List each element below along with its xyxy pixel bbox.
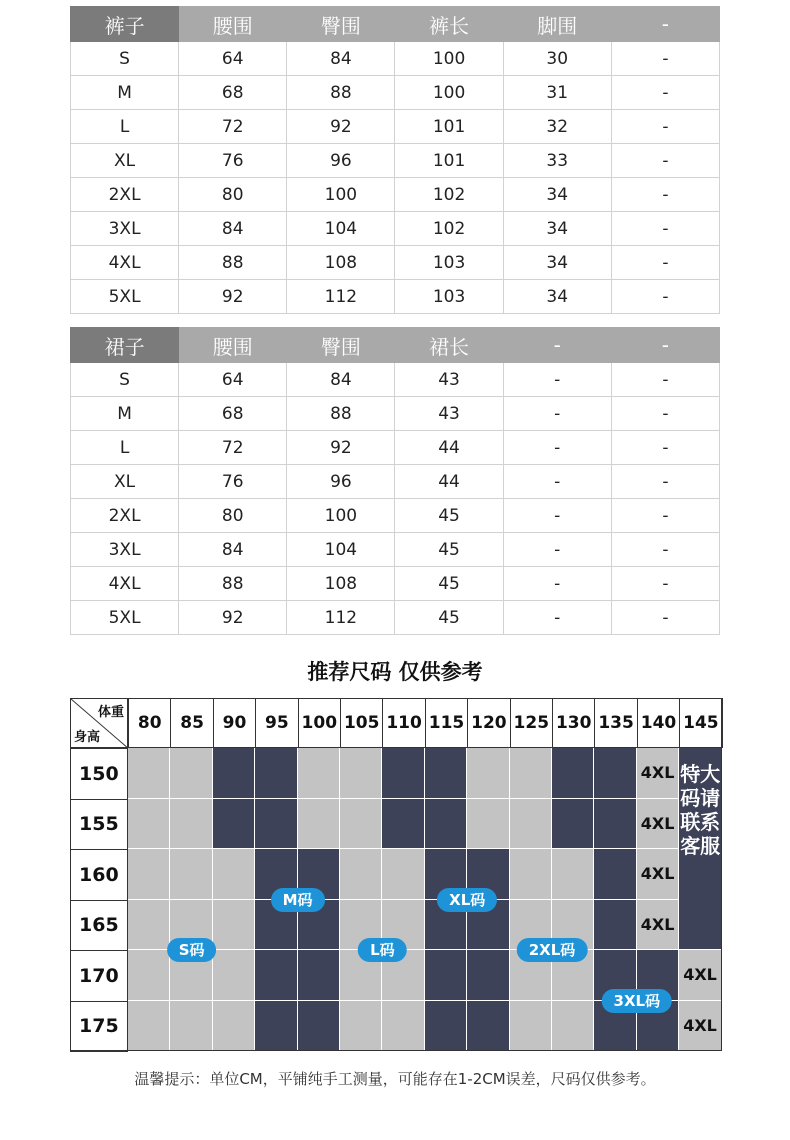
height-header-cell: 165 [70,900,128,952]
pants-table-cell: 31 [503,76,611,110]
pants-table-cell: XL [71,144,179,178]
skirt-table-cell: 112 [287,601,395,635]
skirt-table-cell: 92 [179,601,287,635]
skirt-table-body [71,363,720,635]
pants-header-cell: 裤长 [395,7,503,42]
height-header-cell: 160 [70,849,128,901]
footnote: 温馨提示：单位CM，平铺纯手工测量，可能存在1-2CM误差，尺码仅供参考。 [134,1070,656,1088]
skirt-size-table [70,327,720,635]
size-recommendation-grid [70,698,722,1051]
height-header-cell: 170 [70,950,128,1002]
pants-table-cell: 101 [395,110,503,144]
grid-cell [467,748,509,799]
skirt-table-cell: - [503,601,611,635]
skirt-table-row [71,499,720,533]
skirt-table-cell: 5XL [71,601,179,635]
pants-table-cell: 102 [395,178,503,212]
grid-cell [298,748,340,799]
pants-table-cell: 92 [287,110,395,144]
grid-cell [255,748,297,799]
pants-table-cell: 33 [503,144,611,178]
skirt-table-cell: 108 [287,567,395,601]
pants-table-cell: - [611,76,719,110]
grid-cell [510,849,552,900]
pants-table-cell: - [611,144,719,178]
skirt-table-cell: - [611,567,719,601]
pants-table-cell: 34 [503,280,611,314]
grid-cell [128,748,170,799]
pants-table-cell: 80 [179,178,287,212]
corner-weight-label: 体重 [97,705,124,720]
grid-cell [128,900,170,951]
grid-cell [340,799,382,850]
skirt-table-cell: M [71,397,179,431]
grid-cell [510,748,552,799]
weight-header-cell: 120 [467,698,510,748]
pants-table-cell: 96 [287,144,395,178]
grid-cell [467,1001,509,1052]
pants-table-cell: 72 [179,110,287,144]
grid-cell [382,1001,424,1052]
pants-table-cell: L [71,110,179,144]
pants-table-cell: - [611,212,719,246]
skirt-table-cell: - [503,567,611,601]
skirt-table-cell: 68 [179,397,287,431]
cell-size-text: 4XL [640,813,675,833]
grid-corner-header [70,698,128,748]
pants-table-cell: - [611,280,719,314]
grid-cell [552,799,594,850]
skirt-table-cell: - [503,363,611,397]
skirt-table-cell: 45 [395,533,503,567]
grid-cell [425,1001,467,1052]
grid-cell [213,748,255,799]
pants-size-table [70,6,720,314]
grid-cell [340,849,382,900]
height-header-cell: 175 [70,1001,128,1053]
pants-table-cell: 3XL [71,212,179,246]
cell-size-text: 4XL [683,1015,717,1035]
skirt-table-cell: - [503,431,611,465]
skirt-table-cell: 43 [395,397,503,431]
skirt-table-cell: 45 [395,499,503,533]
pants-table-row [71,178,720,212]
cell-size-text: 4XL [640,864,675,884]
grid-cell [255,799,297,850]
grid-cell [213,950,255,1001]
pants-table-cell: 101 [395,144,503,178]
pants-table-cell: - [611,246,719,280]
pants-table-cell: 32 [503,110,611,144]
pants-table-cell: 34 [503,178,611,212]
grid-cell [213,799,255,850]
grid-cell [170,799,212,850]
skirt-table-cell: 76 [179,465,287,499]
pants-table-cell: 112 [287,280,395,314]
grid-cell [255,950,297,1001]
weight-header-cell: 90 [213,698,256,748]
grid-cell [425,748,467,799]
pants-table-cell: 2XL [71,178,179,212]
weight-header-cell: 105 [340,698,383,748]
pants-table-cell: 68 [179,76,287,110]
grid-cell [594,849,636,900]
skirt-table-row [71,533,720,567]
pants-table-cell: 100 [395,76,503,110]
grid-cell [298,1001,340,1052]
pants-table-row [71,246,720,280]
grid-cell [594,748,636,799]
pants-table-cell: 84 [179,212,287,246]
skirt-header-cell: - [611,328,719,363]
skirt-table-cell: 84 [287,363,395,397]
pants-table-cell: 5XL [71,280,179,314]
skirt-table-cell: 4XL [71,567,179,601]
pants-table-cell: 104 [287,212,395,246]
pants-table-cell: 4XL [71,246,179,280]
grid-cell [594,900,636,951]
skirt-table-row [71,431,720,465]
skirt-table-cell: L [71,431,179,465]
skirt-table-cell: - [611,465,719,499]
size-badge: S码 [167,938,217,962]
skirt-table-cell: - [611,533,719,567]
skirt-table-cell: XL [71,465,179,499]
skirt-table-cell: 100 [287,499,395,533]
pants-table-cell: 84 [287,42,395,76]
skirt-table-cell: - [503,499,611,533]
grid-cell [213,900,255,951]
pants-table-cell: 103 [395,280,503,314]
skirt-table-cell: 84 [179,533,287,567]
weight-header-cell: 95 [255,698,298,748]
grid-cell [170,748,212,799]
weight-header-cell: 85 [170,698,213,748]
size-badge: 3XL码 [602,989,673,1013]
weight-header-cell: 140 [637,698,680,748]
pants-table-cell: 100 [395,42,503,76]
pants-table-cell: - [611,110,719,144]
skirt-header-cell: - [503,328,611,363]
skirt-table-cell: - [611,601,719,635]
skirt-table-cell: - [611,397,719,431]
grid-cell [594,799,636,850]
skirt-table-cell: 45 [395,567,503,601]
height-header-cell: 150 [70,748,128,800]
grid-cell [340,1001,382,1052]
grid-cell [425,799,467,850]
weight-header-cell: 80 [128,698,171,748]
skirt-table-cell: 104 [287,533,395,567]
skirt-table-cell: 44 [395,465,503,499]
pants-header-cell: 腰围 [179,7,287,42]
skirt-table-cell: 3XL [71,533,179,567]
skirt-header-row [71,328,720,363]
pants-table-cell: 103 [395,246,503,280]
pants-table-cell: 34 [503,246,611,280]
skirt-table-row [71,363,720,397]
pants-table-cell: 64 [179,42,287,76]
skirt-table-cell: 2XL [71,499,179,533]
special-size-note: 特大码请联系客服 [680,762,721,858]
grid-cell [467,950,509,1001]
grid-cell [298,799,340,850]
skirt-table-cell: - [611,499,719,533]
pants-table-cell: 92 [179,280,287,314]
skirt-table-row [71,567,720,601]
skirt-header-cell: 裙子 [71,328,179,363]
skirt-table-cell: 96 [287,465,395,499]
weight-header-cell: 115 [425,698,468,748]
skirt-table-cell: - [503,397,611,431]
pants-table-cell: 108 [287,246,395,280]
grid-cell [552,1001,594,1052]
skirt-header-cell: 腰围 [179,328,287,363]
weight-header-cell: 130 [552,698,595,748]
grid-cell [382,849,424,900]
skirt-table-cell: 44 [395,431,503,465]
pants-table-row [71,144,720,178]
pants-header-row [71,7,720,42]
skirt-table-cell: S [71,363,179,397]
cell-size-text: 4XL [640,763,675,783]
pants-table-cell: - [611,42,719,76]
skirt-table-cell: 88 [287,397,395,431]
pants-table-row [71,110,720,144]
pants-header-cell: 脚围 [503,7,611,42]
skirt-table-cell: - [611,431,719,465]
grid-cell [382,799,424,850]
height-header-cell: 155 [70,799,128,851]
skirt-table-cell: 88 [179,567,287,601]
grid-cell [255,1001,297,1052]
weight-header-cell: 125 [510,698,553,748]
pants-table-cell: 102 [395,212,503,246]
size-badge: L码 [358,938,407,962]
skirt-table-row [71,397,720,431]
grid-cell [467,799,509,850]
grid-cell [552,748,594,799]
corner-height-label: 身高 [74,730,101,745]
grid-cell [213,849,255,900]
skirt-table-cell: 64 [179,363,287,397]
skirt-table-cell: 45 [395,601,503,635]
skirt-table-cell: - [503,533,611,567]
size-badge: XL码 [437,888,497,912]
pants-header-cell: 臀围 [287,7,395,42]
skirt-header-cell: 裙长 [395,328,503,363]
size-badge: 2XL码 [517,938,588,962]
recommendation-title: 推荐尺码 仅供参考 [307,660,483,684]
pants-table-cell: S [71,42,179,76]
skirt-table-cell: 43 [395,363,503,397]
grid-cell [128,1001,170,1052]
cell-size-text: 4XL [683,965,717,985]
skirt-table-row [71,465,720,499]
pants-table-cell: 88 [287,76,395,110]
skirt-header-cell: 臀围 [287,328,395,363]
grid-cell [340,748,382,799]
pants-table-cell: 76 [179,144,287,178]
weight-header-cell: 145 [679,698,722,748]
pants-table-cell: - [611,178,719,212]
grid-cell [552,849,594,900]
grid-cell [170,1001,212,1052]
pants-table-cell: 88 [179,246,287,280]
pants-table-row [71,212,720,246]
size-badge: M码 [271,888,325,912]
grid-cell [510,1001,552,1052]
skirt-table-cell: 92 [287,431,395,465]
pants-table-cell: 30 [503,42,611,76]
skirt-table-cell: - [611,363,719,397]
weight-header-cell: 135 [594,698,637,748]
cell-size-text: 4XL [640,914,675,934]
skirt-table-row [71,601,720,635]
grid-cell [425,950,467,1001]
grid-cell [382,748,424,799]
pants-table-row [71,280,720,314]
grid-cell [170,849,212,900]
grid-cell [213,1001,255,1052]
pants-header-cell: 裤子 [71,7,179,42]
pants-table-cell: 34 [503,212,611,246]
skirt-table-cell: 72 [179,431,287,465]
grid-cell [510,799,552,850]
pants-table-cell: M [71,76,179,110]
grid-cell [128,950,170,1001]
grid-cell [298,950,340,1001]
skirt-table-cell: 80 [179,499,287,533]
weight-header-cell: 100 [298,698,341,748]
pants-table-row [71,42,720,76]
grid-cell [128,799,170,850]
grid-cell [128,849,170,900]
pants-table-row [71,76,720,110]
pants-header-cell: - [611,7,719,42]
pants-table-cell: 100 [287,178,395,212]
skirt-table-cell: - [503,465,611,499]
weight-header-cell: 110 [382,698,425,748]
pants-table-body [71,42,720,314]
